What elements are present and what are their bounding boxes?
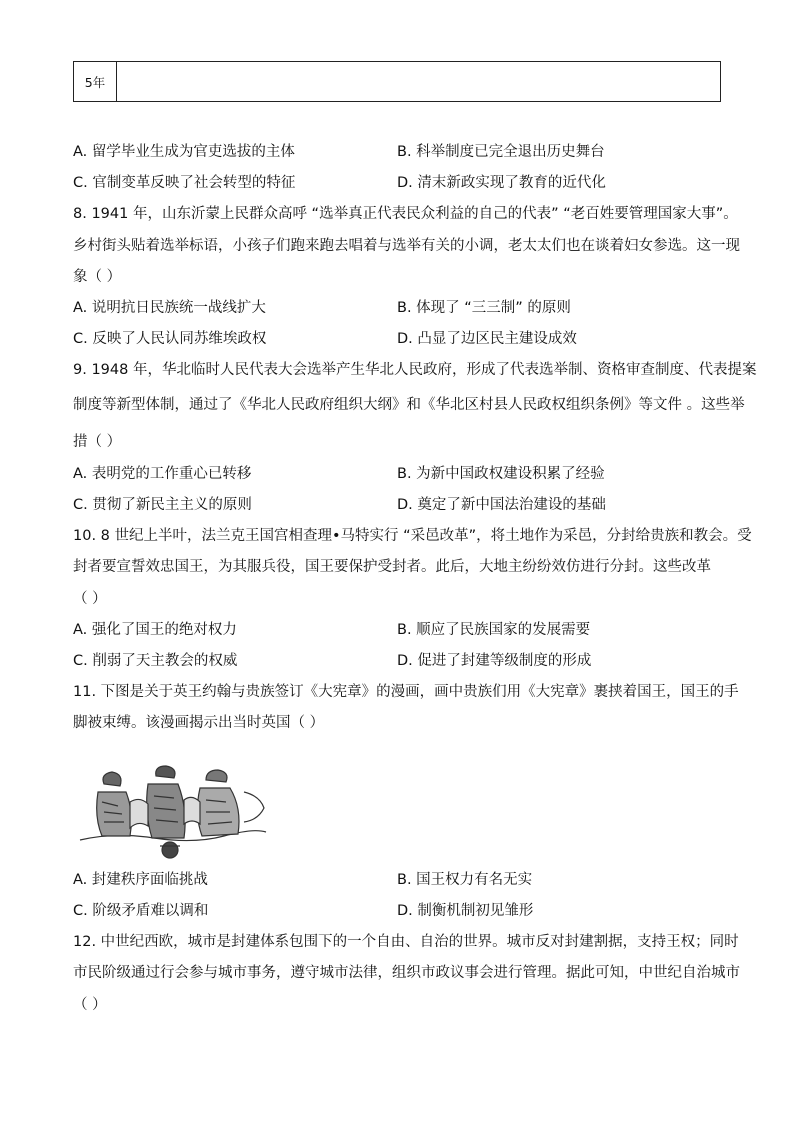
q9-stem-line-2: 制度等新型体制，通过了《华北人民政府组织大纲》和《华北区村县人民政权组织条例》等文件 。这些举: [73, 397, 745, 413]
q7-option-d: D. 清末新政实现了教育的近代化: [397, 175, 606, 191]
q10-stem-line-2: 封者要宣誓效忠国王，为其服兵役，国王要保护受封者。此后，大地主纷纷效仿进行分封。这些改革: [73, 559, 711, 575]
table-fragment: [73, 61, 721, 102]
q10-stem-line-3: （ ）: [73, 591, 107, 607]
q12-stem-line-3: （ ）: [73, 997, 107, 1013]
q10-option-d: D. 促进了封建等级制度的形成: [397, 653, 592, 669]
q8-stem-line-3: 象（ ）: [73, 269, 122, 285]
q11-option-a: A. 封建秩序面临挑战: [73, 872, 208, 888]
q9-option-b: B. 为新中国政权建设积累了经验: [397, 466, 605, 482]
q9-option-d: D. 奠定了新中国法治建设的基础: [397, 497, 606, 513]
q10-option-a: A. 强化了国王的绝对权力: [73, 622, 237, 638]
q9-option-a: A. 表明党的工作重心已转移: [73, 466, 252, 482]
q11-stem-line-2: 脚被束缚。该漫画揭示出当时英国（ ）: [73, 715, 325, 731]
q7-option-a: A. 留学毕业生成为官吏选拔的主体: [73, 144, 295, 160]
q12-stem-line-2: 市民阶级通过行会参与城市事务，遵守城市法律，组织市政议事会进行管理。据此可知，中世纪自治城市: [73, 965, 740, 981]
q7-option-b: B. 科举制度已完全退出历史舞台: [397, 144, 605, 160]
q11-stem-line-1: 11. 下图是关于英王约翰与贵族签订《大宪章》的漫画，画中贵族们用《大宪章》裹挟着国王，国王的手: [73, 684, 739, 700]
q8-stem-line-2: 乡村街头贴着选举标语，小孩子们跑来跑去唱着与选举有关的小调，老太太们也在谈着妇女参选。这一现: [73, 238, 740, 254]
table-year-cell: 5年: [74, 62, 117, 101]
q10-option-b: B. 顺应了民族国家的发展需要: [397, 622, 591, 638]
q8-option-c: C. 反映了人民认同苏维埃政权: [73, 331, 267, 347]
q9-option-c: C. 贯彻了新民主主义的原则: [73, 497, 252, 513]
q8-option-a: A. 说明抗日民族统一战线扩大: [73, 300, 266, 316]
q10-option-c: C. 削弱了天主教会的权威: [73, 653, 238, 669]
q7-option-c: C. 官制变革反映了社会转型的特征: [73, 175, 296, 191]
q8-stem-line-1: 8. 1941 年，山东沂蒙上民群众高呼 “选举真正代表民众利益的自己的代表” “老百姓要管理国家大事”。: [73, 206, 738, 222]
q8-option-d: D. 凸显了边区民主建设成效: [397, 331, 577, 347]
q11-option-d: D. 制衡机制初见雏形: [397, 903, 534, 919]
q11-option-c: C. 阶级矛盾难以调和: [73, 903, 209, 919]
q12-stem-line-1: 12. 中世纪西欧，城市是封建体系包围下的一个自由、自治的世界。城市反对封建割据，支持王权；同时: [73, 934, 739, 950]
q8-option-b: B. 体现了 “三三制” 的原则: [397, 300, 571, 316]
magna-carta-cartoon: [74, 762, 270, 862]
q9-stem-line-1: 9. 1948 年，华北临时人民代表大会选举产生华北人民政府，形成了代表选举制、资格审查制度、代表提案: [73, 362, 757, 378]
q10-stem-line-1: 10. 8 世纪上半叶，法兰克王国宫相查理•马特实行 “采邑改革”，将土地作为采邑，分封给贵族和教会。受: [73, 528, 752, 544]
q11-option-b: B. 国王权力有名无实: [397, 872, 533, 888]
q9-stem-line-3: 措（ ）: [73, 434, 122, 450]
